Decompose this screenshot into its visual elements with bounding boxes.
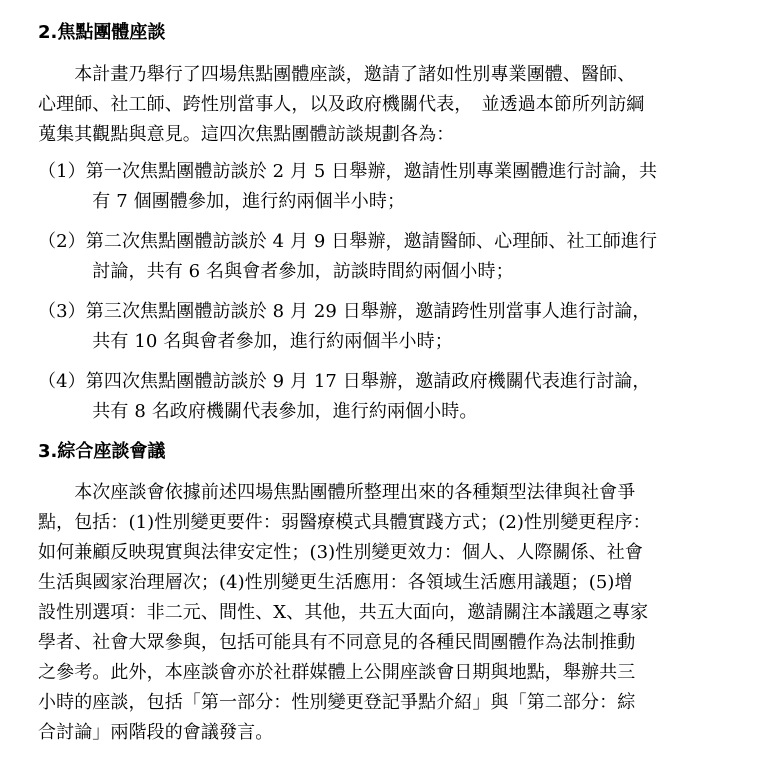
section-3-body-paragraph: 本次座談會依據前述四場焦點團體所整理出來的各種類型法律與社會爭 點，包括：(1)性別變更要件：弱醫療模式具體實踐方式；(2)性別變更程序： 如何兼顧反映現實與法律安定性；(3)性別變更效力：個人、人際關係、社會 生活與國家治理層次；(4)性別變更生活應用：各領域生活應用議題；(5)增 設性別選項：非二元、間性、X、其他，共五大面向，邀請關注本議題之專家 學者、社會大眾參與，包括可能具有不同意見的各種民間團體作為法制推動 之參考。此外，本座談會亦於社群媒體上公開座談會日期與地點，舉辦共三 小時的座談，包括「第一部分：性別變更登記爭點介紹」與「第二部分：綜 合討論」兩階段的會議發言。 (38, 482, 651, 743)
list-item: （3）第三次焦點團體訪談於 8 月 29 日舉辦，邀請跨性別當事人進行討論， 共有 10 名與會者參加，進行約兩個半小時； (38, 301, 651, 352)
section-3-heading: 3.綜合座談會議 (38, 441, 166, 462)
list-item: （4）第四次焦點團體訪談於 9 月 17 日舉辦，邀請政府機關代表進行討論， 共有 8 名政府機關代表參加，進行約兩個小時。 (38, 371, 651, 422)
section-2-intro-paragraph: 本計畫乃舉行了四場焦點團體座談，邀請了諸如性別專業團體、醫師、 心理師、社工師、跨性別當事人，以及政府機關代表， 並透過本節所列訪綱 蒐集其觀點與意見。這四次焦點團體訪談規劃各為： (38, 64, 645, 145)
section-2-heading: 2.焦點團體座談 (38, 22, 166, 43)
list-item: （2）第二次焦點團體訪談於 4 月 9 日舉辦，邀請醫師、心理師、社工師進行 討論，共有 6 名與會者參加，訪談時間約兩個小時； (38, 231, 658, 282)
list-item: （1）第一次焦點團體訪談於 2 月 5 日舉辦，邀請性別專業團體進行討論，共 有 7 個團體參加，進行約兩個半小時； (38, 161, 658, 212)
